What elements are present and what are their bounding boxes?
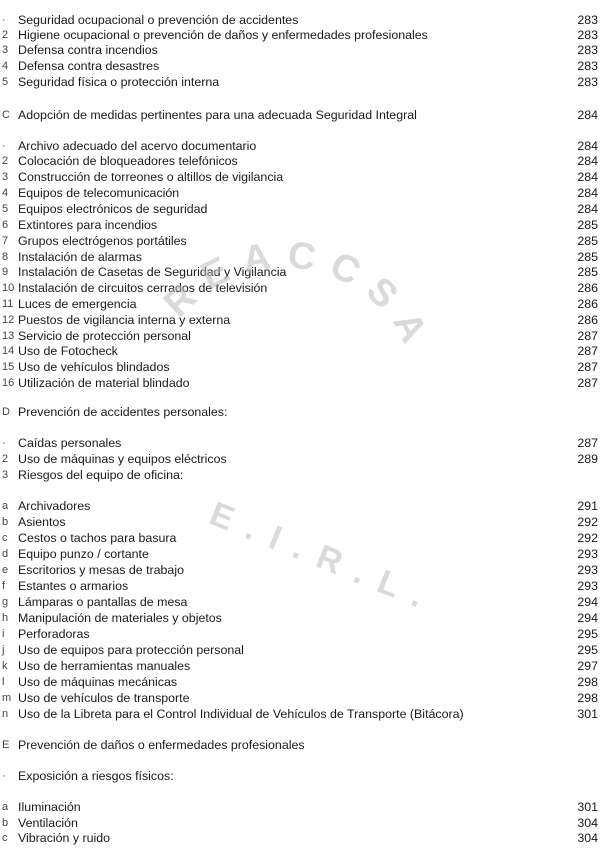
toc-entry-number: j: [2, 644, 5, 656]
toc-entry-page: 301: [577, 707, 598, 721]
toc-entry-number: 3: [2, 469, 9, 481]
toc-entry-page: 286: [577, 297, 598, 311]
toc-entry-title: Uso de Fotocheck: [18, 344, 118, 358]
toc-entry-title: Vibración y ruido: [18, 831, 111, 845]
toc-entry-page: 287: [577, 344, 598, 358]
toc-entry-page: 284: [577, 139, 598, 153]
toc-entry-number: a: [2, 500, 9, 512]
toc-entry-number: h: [2, 612, 9, 624]
toc-entry-number: 16: [2, 377, 15, 389]
toc-entry: [0, 201, 600, 217]
toc-entry: [0, 514, 600, 530]
toc-entry-page: 287: [577, 436, 598, 450]
toc-entry-title: Archivadores: [18, 499, 91, 513]
toc-entry-number: 11: [2, 298, 14, 310]
toc-entry-page: 293: [577, 547, 598, 561]
toc-entry-page: 304: [577, 816, 598, 830]
toc-entry-title: Defensa contra incendios: [18, 43, 158, 57]
toc-entry-title: Puestos de vigilancia interna y externa: [18, 313, 231, 327]
toc-entry-title: Adopción de medidas pertinentes para una adecuada Seguridad Integral: [18, 108, 417, 122]
toc-entry-title: Uso de vehículos blindados: [18, 360, 170, 374]
toc-entry-title: Defensa contra desastres: [18, 59, 160, 73]
toc-entry-number: 13: [2, 330, 15, 342]
toc-entry-number: ·: [2, 437, 6, 449]
toc-entry-title: Exposición a riesgos físicos:: [18, 769, 174, 783]
toc-entry: [0, 435, 600, 451]
toc-entry-number: d: [2, 548, 9, 560]
toc-entry-title: Servicio de protección personal: [18, 329, 191, 343]
toc-entry-page: 285: [577, 250, 598, 264]
toc-entry: [0, 830, 600, 846]
toc-entry-page: 301: [577, 800, 598, 814]
toc-entry-page: 283: [577, 13, 598, 27]
toc-entry: [0, 58, 600, 74]
toc-entry: [0, 467, 600, 483]
toc-entry-page: 284: [577, 154, 598, 168]
toc-entry-number: ·: [2, 14, 6, 26]
toc-entry: [0, 530, 600, 546]
toc-entry-title: Uso de herramientas manuales: [18, 659, 191, 673]
toc-entry-number: D: [2, 406, 10, 418]
toc-entry-page: 289: [577, 452, 598, 466]
toc-entry-number: ·: [2, 140, 6, 152]
toc-entry: [0, 690, 600, 706]
toc-entry-title: Asientos: [18, 515, 66, 529]
toc-entry-page: 287: [577, 376, 598, 390]
toc-entry: [0, 328, 600, 344]
toc-entry-number: ·: [2, 770, 6, 782]
toc-entry-title: Utilización de material blindado: [18, 376, 190, 390]
toc-entry-page: 295: [577, 643, 598, 657]
toc-entry: [0, 404, 600, 420]
toc-entry: [0, 562, 600, 578]
toc-entry: [0, 498, 600, 514]
toc-entry: [0, 233, 600, 249]
toc-entry-number: 2: [2, 453, 9, 465]
toc-entry-number: 9: [2, 266, 9, 278]
toc-entry: [0, 594, 600, 610]
toc-entry-title: Equipo punzo / cortante: [18, 547, 149, 561]
toc-entry-title: Riesgos del equipo de oficina:: [18, 468, 184, 482]
toc-entry-number: 15: [2, 361, 15, 373]
toc-entry: [0, 27, 600, 43]
toc-entry-page: 291: [577, 499, 598, 513]
toc-entry-number: 14: [2, 345, 15, 357]
toc-entry-number: 4: [2, 60, 9, 72]
toc-entry-page: 285: [577, 218, 598, 232]
toc-entry-number: l: [2, 676, 5, 688]
toc-entry-number: 3: [2, 44, 9, 56]
toc-entry-title: Perforadoras: [18, 627, 90, 641]
toc-entry-number: 4: [2, 187, 9, 199]
toc-entry: [0, 312, 600, 328]
toc-entry-title: Extintores para incendios: [18, 218, 158, 232]
toc-entry-page: 283: [577, 28, 598, 42]
toc-entry-title: Grupos electrógenos portátiles: [18, 234, 187, 248]
toc-entry-page: 304: [577, 831, 598, 845]
toc-entry-title: Higiene ocupacional o prevención de daños y enfermedades profesionales: [18, 28, 428, 42]
toc-entry-page: 284: [577, 186, 598, 200]
toc-entry: [0, 185, 600, 201]
toc-entry-number: b: [2, 817, 9, 829]
toc-entry: [0, 153, 600, 169]
toc-entry-page: 293: [577, 563, 598, 577]
toc-entry: [0, 169, 600, 185]
toc-entry-title: Colocación de bloqueadores telefónicos: [18, 154, 238, 168]
toc-entry: [0, 12, 600, 28]
toc-entry-title: Uso de equipos para protección personal: [18, 643, 244, 657]
toc-entry: [0, 799, 600, 815]
toc-entry-title: Luces de emergencia: [18, 297, 137, 311]
toc-entry-page: 283: [577, 75, 598, 89]
toc-entry-number: m: [2, 692, 12, 704]
toc-entry-page: 283: [577, 59, 598, 73]
toc-entry-page: 298: [577, 675, 598, 689]
toc-entry-title: Seguridad ocupacional o prevención de accidentes: [18, 13, 299, 27]
toc-entry-title: Uso de vehículos de transporte: [18, 691, 190, 705]
toc-entry-number: f: [2, 580, 6, 592]
toc-entry-page: 293: [577, 579, 598, 593]
toc-entry-title: Equipos de telecomunicación: [18, 186, 180, 200]
toc-entry: [0, 138, 600, 154]
toc-entry-title: Seguridad física o protección interna: [18, 75, 220, 89]
watermark-arc-text: REACCSA: [156, 233, 441, 362]
toc-entry-title: Prevención de accidentes personales:: [18, 405, 228, 419]
toc-entry-title: Ventilación: [18, 816, 78, 830]
toc-entry-title: Instalación de circuitos cerrados de televisión: [18, 281, 268, 295]
toc-entry: [0, 343, 600, 359]
toc-entry-page: 292: [577, 531, 598, 545]
toc-entry-title: Instalación de alarmas: [18, 250, 142, 264]
toc-entry: [0, 217, 600, 233]
toc-entry: [0, 375, 600, 391]
toc-entry-number: 5: [2, 76, 9, 88]
toc-entry-title: Equipos electrónicos de seguridad: [18, 202, 208, 216]
toc-entry-page: 285: [577, 234, 598, 248]
toc-entry-page: 284: [577, 170, 598, 184]
toc-entry-page: 294: [577, 611, 598, 625]
toc-entry: [0, 451, 600, 467]
toc-entry: [0, 815, 600, 831]
toc-entry: [0, 768, 600, 784]
toc-entry: [0, 280, 600, 296]
toc-entry-title: Uso de máquinas mecánicas: [18, 675, 178, 689]
toc-entry-page: 292: [577, 515, 598, 529]
toc-entry-title: Escritorios y mesas de trabajo: [18, 563, 184, 577]
toc-entry-number: E: [2, 739, 10, 751]
toc-entry-page: 287: [577, 360, 598, 374]
toc-entry-number: 7: [2, 235, 9, 247]
toc-entry-page: 294: [577, 595, 598, 609]
toc-entry: [0, 42, 600, 58]
toc-entry-page: 295: [577, 627, 598, 641]
toc-entry-title: Iluminación: [18, 800, 81, 814]
toc-entry-number: g: [2, 596, 9, 608]
toc-entry-page: 285: [577, 265, 598, 279]
toc-entry-number: 8: [2, 251, 9, 263]
toc-entry-title: Construcción de torreones o altillos de vigilancia: [18, 170, 284, 184]
toc-entry-number: i: [2, 628, 5, 640]
toc-entry: [0, 546, 600, 562]
watermark-sub-text: E.I.R.L.: [204, 494, 445, 622]
toc-entry-title: Instalación de Casetas de Seguridad y Vigilancia: [18, 265, 287, 279]
toc-entry-page: 286: [577, 313, 598, 327]
toc-entry: [0, 642, 600, 658]
toc-entry-page: 297: [577, 659, 598, 673]
toc-entry: [0, 249, 600, 265]
toc-entry-title: Caídas personales: [18, 436, 122, 450]
toc-entry: [0, 264, 600, 280]
toc-entry-title: Uso de la Libreta para el Control Individual de Vehículos de Transporte (Bitácora): [18, 707, 464, 721]
toc-entry: [0, 674, 600, 690]
toc-entry-number: 2: [2, 155, 9, 167]
toc-entry: [0, 74, 600, 90]
toc-entry-number: k: [2, 660, 8, 672]
toc-entry-page: 287: [577, 329, 598, 343]
toc-entry-number: e: [2, 564, 9, 576]
toc-entry-number: b: [2, 516, 9, 528]
toc-entry-page: 284: [577, 108, 598, 122]
toc-entry-title: Estantes o armarios: [18, 579, 129, 593]
toc-entry-number: 2: [2, 29, 9, 41]
toc-entry: [0, 107, 600, 123]
toc-entry-title: Archivo adecuado del acervo documentario: [18, 139, 257, 153]
toc-entry-title: Cestos o tachos para basura: [18, 531, 177, 545]
toc-entry: [0, 626, 600, 642]
toc-entry-number: 12: [2, 314, 15, 326]
toc-entry-title: Prevención de daños o enfermedades profesionales: [18, 738, 305, 752]
toc-entry-page: 283: [577, 43, 598, 57]
toc-entry-number: n: [2, 708, 9, 720]
toc-entry-page: 286: [577, 281, 598, 295]
toc-entry-number: a: [2, 801, 9, 813]
toc-entry-number: C: [2, 109, 10, 121]
toc-entry: [0, 610, 600, 626]
toc-entry: [0, 658, 600, 674]
toc-entry-number: c: [2, 832, 8, 844]
toc-entry-number: 10: [2, 282, 15, 294]
toc-entry-number: 3: [2, 171, 9, 183]
toc-entry-title: Manipulación de materiales y objetos: [18, 611, 222, 625]
toc-entry: [0, 737, 600, 753]
toc-entry: [0, 706, 600, 722]
toc-entry: [0, 359, 600, 375]
toc-entry: [0, 578, 600, 594]
toc-entry: [0, 296, 600, 312]
toc-entry-number: c: [2, 532, 8, 544]
toc-entry-number: 5: [2, 203, 9, 215]
toc-entry-page: 298: [577, 691, 598, 705]
toc-entry-title: Lámparas o pantallas de mesa: [18, 595, 188, 609]
toc-entry-title: Uso de máquinas y equipos eléctricos: [18, 452, 227, 466]
toc-entry-page: 284: [577, 202, 598, 216]
toc-entry-number: 6: [2, 219, 9, 231]
